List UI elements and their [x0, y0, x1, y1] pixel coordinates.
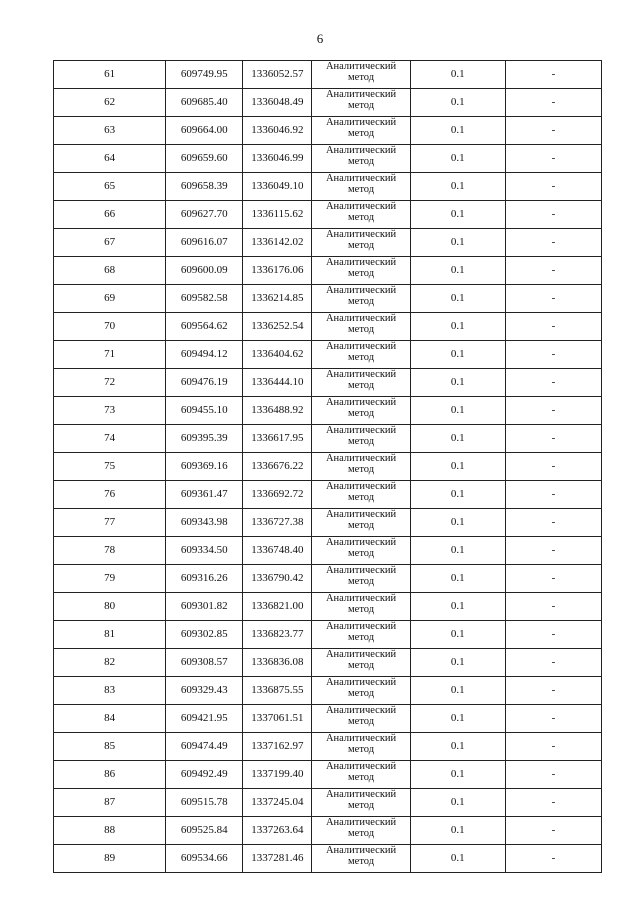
note-cell: -: [505, 341, 601, 369]
x-coordinate-cell: 609395.39: [166, 425, 243, 453]
point-number-cell: 78: [54, 537, 166, 565]
point-number-cell: 68: [54, 257, 166, 285]
x-coordinate-cell: 609329.43: [166, 677, 243, 705]
x-coordinate-cell: 609564.62: [166, 313, 243, 341]
y-coordinate-cell: 1336875.55: [243, 677, 312, 705]
x-coordinate-cell: 609316.26: [166, 565, 243, 593]
table-row: [54, 481, 602, 509]
x-coordinate-cell: 609627.70: [166, 201, 243, 229]
method-cell: Аналитический метод: [312, 117, 410, 145]
accuracy-cell: 0.1: [410, 481, 505, 509]
y-coordinate-cell: 1336488.92: [243, 397, 312, 425]
method-cell: Аналитический метод: [312, 537, 410, 565]
note-cell: -: [505, 509, 601, 537]
y-coordinate-cell: 1336052.57: [243, 61, 312, 89]
accuracy-cell: 0.1: [410, 789, 505, 817]
table-row: [54, 537, 602, 565]
accuracy-cell: 0.1: [410, 817, 505, 845]
point-number-cell: 76: [54, 481, 166, 509]
note-cell: -: [505, 677, 601, 705]
coordinates-table-body: [54, 61, 602, 873]
accuracy-cell: 0.1: [410, 453, 505, 481]
table-row: [54, 313, 602, 341]
point-number-cell: 70: [54, 313, 166, 341]
x-coordinate-cell: 609334.50: [166, 537, 243, 565]
x-coordinate-cell: 609361.47: [166, 481, 243, 509]
x-coordinate-cell: 609659.60: [166, 145, 243, 173]
x-coordinate-cell: 609302.85: [166, 621, 243, 649]
note-cell: -: [505, 845, 601, 873]
x-coordinate-cell: 609476.19: [166, 369, 243, 397]
accuracy-cell: 0.1: [410, 677, 505, 705]
accuracy-cell: 0.1: [410, 537, 505, 565]
table-row: [54, 369, 602, 397]
point-number-cell: 64: [54, 145, 166, 173]
y-coordinate-cell: 1336176.06: [243, 257, 312, 285]
note-cell: -: [505, 201, 601, 229]
x-coordinate-cell: 609455.10: [166, 397, 243, 425]
point-number-cell: 75: [54, 453, 166, 481]
x-coordinate-cell: 609658.39: [166, 173, 243, 201]
accuracy-cell: 0.1: [410, 341, 505, 369]
note-cell: -: [505, 761, 601, 789]
note-cell: -: [505, 369, 601, 397]
table-row: [54, 145, 602, 173]
table-row: [54, 201, 602, 229]
y-coordinate-cell: 1337061.51: [243, 705, 312, 733]
note-cell: -: [505, 705, 601, 733]
point-number-cell: 88: [54, 817, 166, 845]
method-cell: Аналитический метод: [312, 845, 410, 873]
y-coordinate-cell: 1336046.99: [243, 145, 312, 173]
x-coordinate-cell: 609525.84: [166, 817, 243, 845]
note-cell: -: [505, 397, 601, 425]
accuracy-cell: 0.1: [410, 593, 505, 621]
y-coordinate-cell: 1336821.00: [243, 593, 312, 621]
point-number-cell: 81: [54, 621, 166, 649]
point-number-cell: 65: [54, 173, 166, 201]
note-cell: -: [505, 61, 601, 89]
note-cell: -: [505, 285, 601, 313]
point-number-cell: 80: [54, 593, 166, 621]
table-row: [54, 425, 602, 453]
x-coordinate-cell: 609534.66: [166, 845, 243, 873]
table-row: [54, 817, 602, 845]
y-coordinate-cell: 1336444.10: [243, 369, 312, 397]
point-number-cell: 86: [54, 761, 166, 789]
table-row: [54, 229, 602, 257]
method-cell: Аналитический метод: [312, 369, 410, 397]
point-number-cell: 67: [54, 229, 166, 257]
table-row: [54, 341, 602, 369]
accuracy-cell: 0.1: [410, 705, 505, 733]
note-cell: -: [505, 649, 601, 677]
x-coordinate-cell: 609515.78: [166, 789, 243, 817]
method-cell: Аналитический метод: [312, 257, 410, 285]
x-coordinate-cell: 609421.95: [166, 705, 243, 733]
note-cell: -: [505, 117, 601, 145]
point-number-cell: 63: [54, 117, 166, 145]
method-cell: Аналитический метод: [312, 481, 410, 509]
table-row: [54, 733, 602, 761]
note-cell: -: [505, 453, 601, 481]
x-coordinate-cell: 609474.49: [166, 733, 243, 761]
point-number-cell: 72: [54, 369, 166, 397]
table-row: [54, 509, 602, 537]
x-coordinate-cell: 609494.12: [166, 341, 243, 369]
table-row: [54, 61, 602, 89]
y-coordinate-cell: 1336727.38: [243, 509, 312, 537]
table-row: [54, 761, 602, 789]
accuracy-cell: 0.1: [410, 201, 505, 229]
accuracy-cell: 0.1: [410, 649, 505, 677]
x-coordinate-cell: 609308.57: [166, 649, 243, 677]
point-number-cell: 77: [54, 509, 166, 537]
y-coordinate-cell: 1337245.04: [243, 789, 312, 817]
point-number-cell: 87: [54, 789, 166, 817]
x-coordinate-cell: 609664.00: [166, 117, 243, 145]
y-coordinate-cell: 1336049.10: [243, 173, 312, 201]
y-coordinate-cell: 1336404.62: [243, 341, 312, 369]
table-row: [54, 593, 602, 621]
note-cell: -: [505, 789, 601, 817]
method-cell: Аналитический метод: [312, 173, 410, 201]
method-cell: Аналитический метод: [312, 817, 410, 845]
method-cell: Аналитический метод: [312, 649, 410, 677]
y-coordinate-cell: 1336790.42: [243, 565, 312, 593]
table-row: [54, 397, 602, 425]
note-cell: -: [505, 173, 601, 201]
method-cell: Аналитический метод: [312, 621, 410, 649]
y-coordinate-cell: 1336142.02: [243, 229, 312, 257]
method-cell: Аналитический метод: [312, 313, 410, 341]
note-cell: -: [505, 313, 601, 341]
method-cell: Аналитический метод: [312, 89, 410, 117]
method-cell: Аналитический метод: [312, 593, 410, 621]
point-number-cell: 89: [54, 845, 166, 873]
accuracy-cell: 0.1: [410, 61, 505, 89]
y-coordinate-cell: 1337281.46: [243, 845, 312, 873]
note-cell: -: [505, 817, 601, 845]
note-cell: -: [505, 89, 601, 117]
note-cell: -: [505, 733, 601, 761]
method-cell: Аналитический метод: [312, 229, 410, 257]
method-cell: Аналитический метод: [312, 397, 410, 425]
point-number-cell: 84: [54, 705, 166, 733]
accuracy-cell: 0.1: [410, 257, 505, 285]
accuracy-cell: 0.1: [410, 145, 505, 173]
method-cell: Аналитический метод: [312, 61, 410, 89]
accuracy-cell: 0.1: [410, 565, 505, 593]
x-coordinate-cell: 609492.49: [166, 761, 243, 789]
point-number-cell: 82: [54, 649, 166, 677]
note-cell: -: [505, 621, 601, 649]
point-number-cell: 66: [54, 201, 166, 229]
note-cell: -: [505, 481, 601, 509]
y-coordinate-cell: 1336252.54: [243, 313, 312, 341]
note-cell: -: [505, 145, 601, 173]
table-row: [54, 621, 602, 649]
page-number: 6: [316, 31, 324, 46]
accuracy-cell: 0.1: [410, 117, 505, 145]
table-row: [54, 565, 602, 593]
point-number-cell: 74: [54, 425, 166, 453]
y-coordinate-cell: 1336617.95: [243, 425, 312, 453]
accuracy-cell: 0.1: [410, 313, 505, 341]
y-coordinate-cell: 1336692.72: [243, 481, 312, 509]
method-cell: Аналитический метод: [312, 789, 410, 817]
point-number-cell: 83: [54, 677, 166, 705]
x-coordinate-cell: 609600.09: [166, 257, 243, 285]
table-row: [54, 845, 602, 873]
point-number-cell: 73: [54, 397, 166, 425]
y-coordinate-cell: 1336676.22: [243, 453, 312, 481]
table-row: [54, 173, 602, 201]
method-cell: Аналитический метод: [312, 453, 410, 481]
accuracy-cell: 0.1: [410, 621, 505, 649]
y-coordinate-cell: 1336748.40: [243, 537, 312, 565]
point-number-cell: 79: [54, 565, 166, 593]
table-row: [54, 789, 602, 817]
table-row: [54, 89, 602, 117]
x-coordinate-cell: 609749.95: [166, 61, 243, 89]
table-row: [54, 705, 602, 733]
method-cell: Аналитический метод: [312, 201, 410, 229]
method-cell: Аналитический метод: [312, 733, 410, 761]
y-coordinate-cell: 1336046.92: [243, 117, 312, 145]
accuracy-cell: 0.1: [410, 229, 505, 257]
method-cell: Аналитический метод: [312, 425, 410, 453]
y-coordinate-cell: 1336836.08: [243, 649, 312, 677]
table-row: [54, 117, 602, 145]
y-coordinate-cell: 1337199.40: [243, 761, 312, 789]
x-coordinate-cell: 609369.16: [166, 453, 243, 481]
x-coordinate-cell: 609616.07: [166, 229, 243, 257]
accuracy-cell: 0.1: [410, 425, 505, 453]
accuracy-cell: 0.1: [410, 761, 505, 789]
method-cell: Аналитический метод: [312, 285, 410, 313]
table-row: [54, 649, 602, 677]
note-cell: -: [505, 593, 601, 621]
y-coordinate-cell: 1336214.85: [243, 285, 312, 313]
accuracy-cell: 0.1: [410, 733, 505, 761]
coordinates-table: [53, 60, 602, 873]
note-cell: -: [505, 425, 601, 453]
point-number-cell: 62: [54, 89, 166, 117]
accuracy-cell: 0.1: [410, 397, 505, 425]
accuracy-cell: 0.1: [410, 173, 505, 201]
accuracy-cell: 0.1: [410, 89, 505, 117]
note-cell: -: [505, 257, 601, 285]
point-number-cell: 71: [54, 341, 166, 369]
method-cell: Аналитический метод: [312, 145, 410, 173]
method-cell: Аналитический метод: [312, 677, 410, 705]
method-cell: Аналитический метод: [312, 341, 410, 369]
point-number-cell: 69: [54, 285, 166, 313]
method-cell: Аналитический метод: [312, 509, 410, 537]
method-cell: Аналитический метод: [312, 761, 410, 789]
accuracy-cell: 0.1: [410, 285, 505, 313]
table-row: [54, 453, 602, 481]
y-coordinate-cell: 1337263.64: [243, 817, 312, 845]
x-coordinate-cell: 609685.40: [166, 89, 243, 117]
table-row: [54, 257, 602, 285]
point-number-cell: 85: [54, 733, 166, 761]
x-coordinate-cell: 609301.82: [166, 593, 243, 621]
x-coordinate-cell: 609343.98: [166, 509, 243, 537]
y-coordinate-cell: 1336115.62: [243, 201, 312, 229]
table-row: [54, 285, 602, 313]
point-number-cell: 61: [54, 61, 166, 89]
accuracy-cell: 0.1: [410, 845, 505, 873]
note-cell: -: [505, 229, 601, 257]
table-row: [54, 677, 602, 705]
accuracy-cell: 0.1: [410, 369, 505, 397]
accuracy-cell: 0.1: [410, 509, 505, 537]
note-cell: -: [505, 565, 601, 593]
method-cell: Аналитический метод: [312, 705, 410, 733]
x-coordinate-cell: 609582.58: [166, 285, 243, 313]
y-coordinate-cell: 1337162.97: [243, 733, 312, 761]
note-cell: -: [505, 537, 601, 565]
y-coordinate-cell: 1336823.77: [243, 621, 312, 649]
y-coordinate-cell: 1336048.49: [243, 89, 312, 117]
method-cell: Аналитический метод: [312, 565, 410, 593]
